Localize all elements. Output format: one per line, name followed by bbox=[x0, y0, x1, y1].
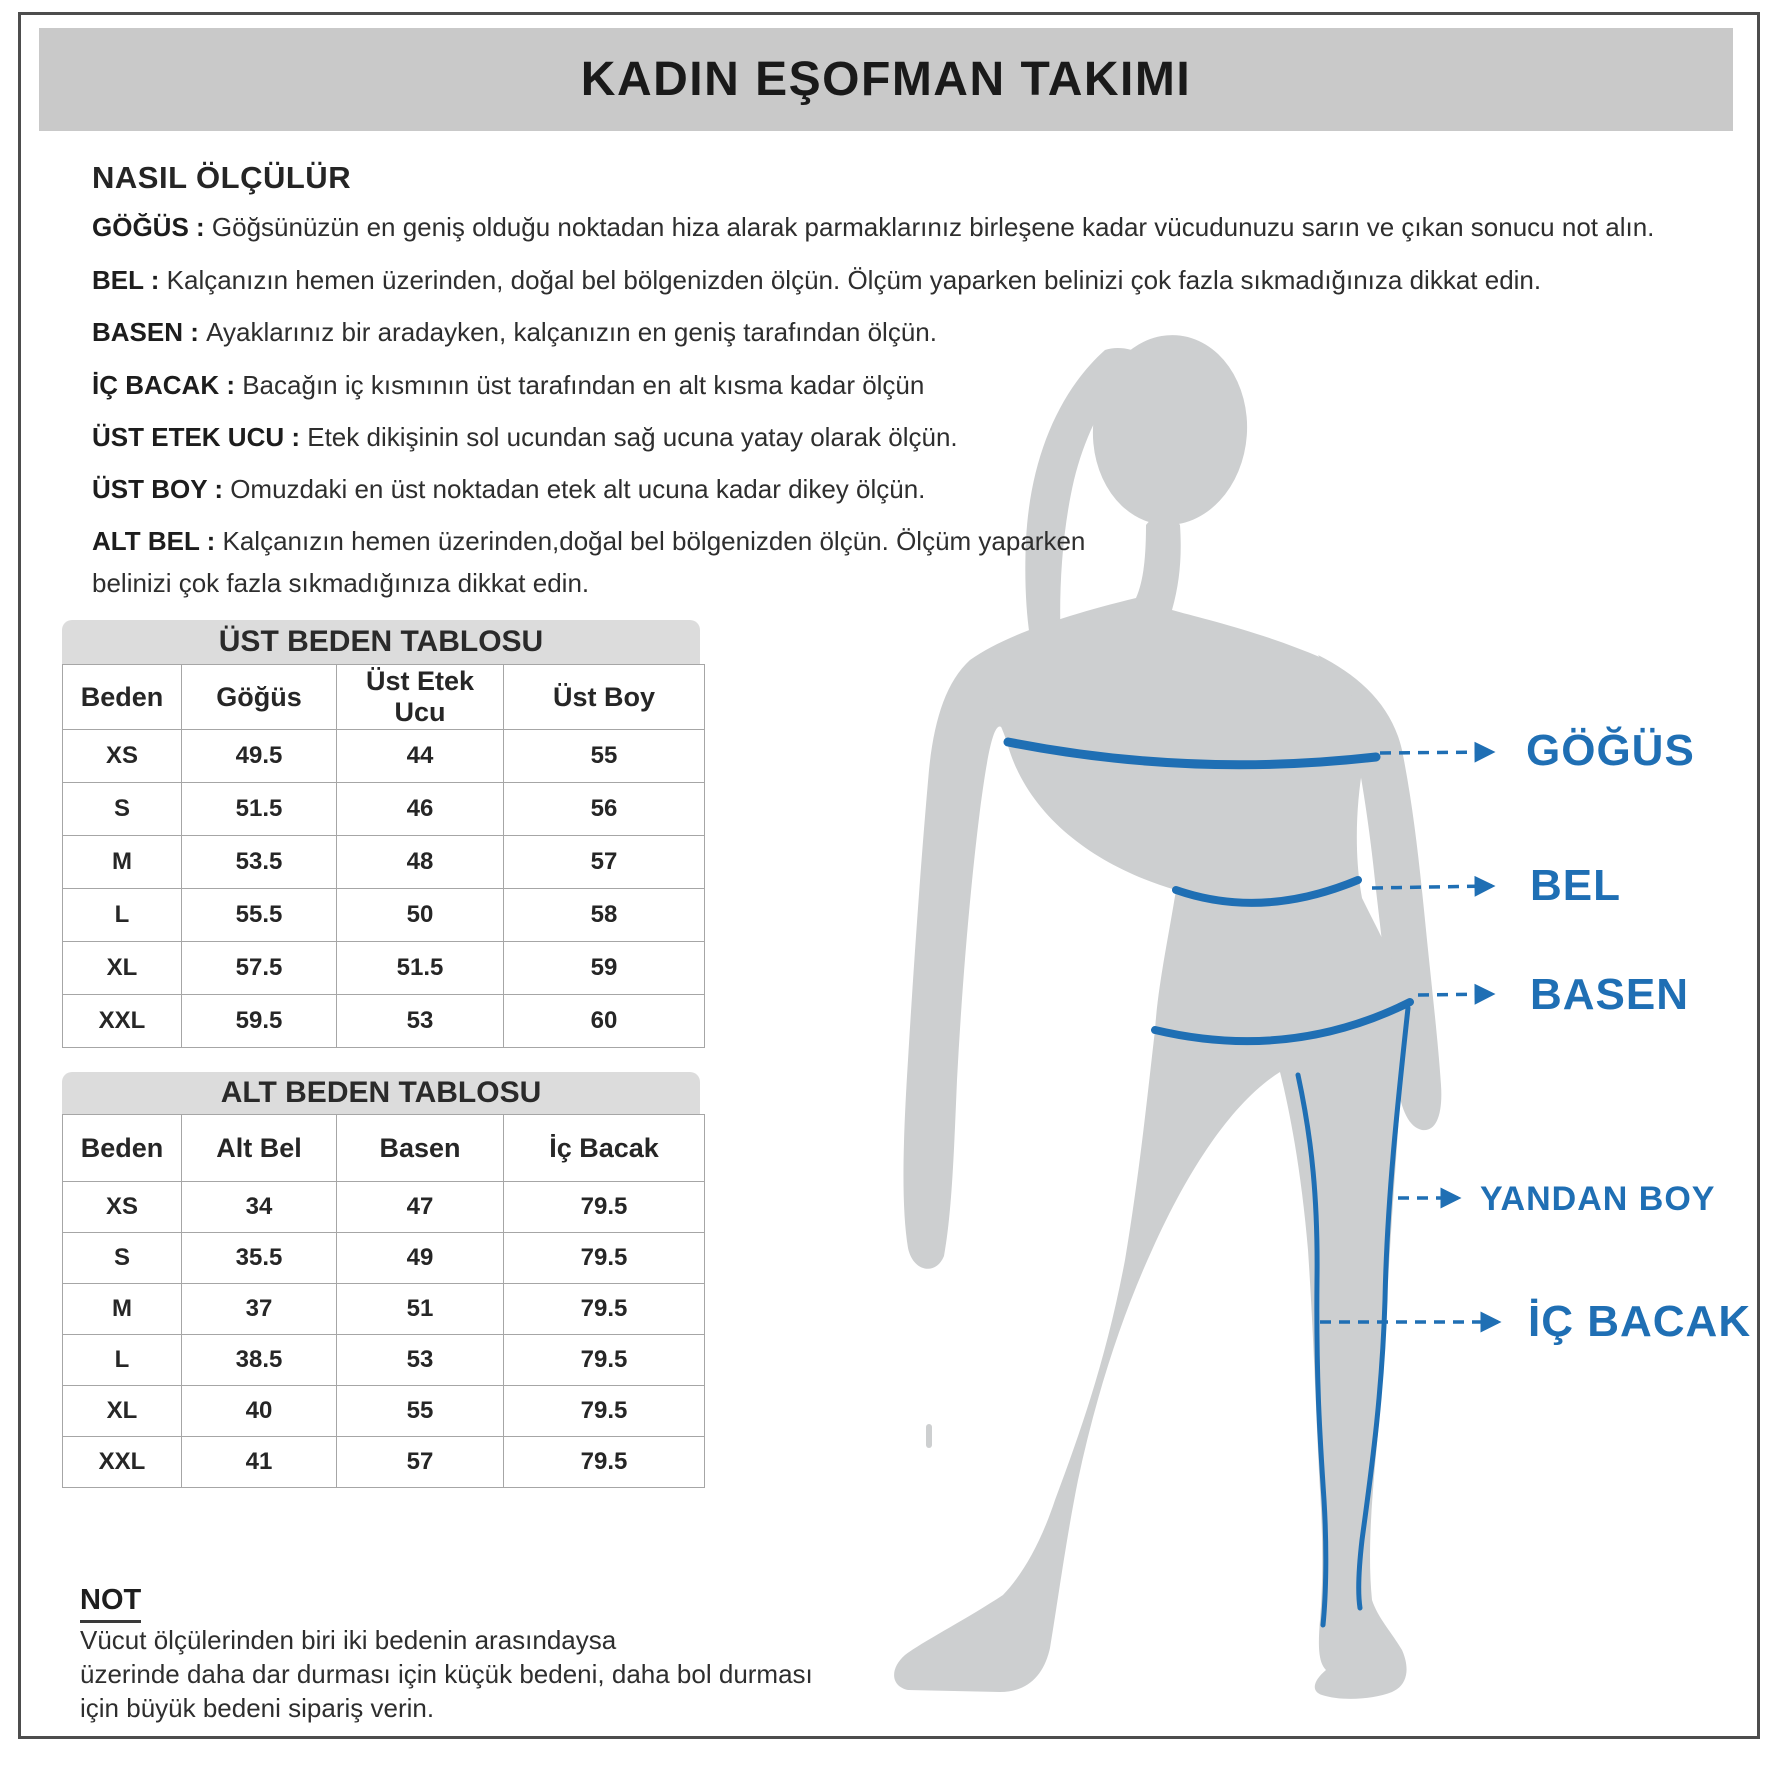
table-cell: 51.5 bbox=[182, 783, 337, 836]
table-cell: 53 bbox=[337, 995, 504, 1048]
column-header: İç Bacak bbox=[504, 1115, 705, 1182]
lower-size-table bbox=[62, 1072, 700, 1488]
upper-size-table bbox=[62, 620, 700, 1048]
table-cell: 57 bbox=[504, 836, 705, 889]
table-cell: L bbox=[63, 889, 182, 942]
table-row bbox=[63, 836, 705, 889]
table-cell: 55.5 bbox=[182, 889, 337, 942]
table-cell: 51 bbox=[337, 1284, 504, 1335]
table-cell: 35.5 bbox=[182, 1233, 337, 1284]
table-cell: 37 bbox=[182, 1284, 337, 1335]
chest-label: GÖĞÜS bbox=[1526, 726, 1695, 775]
table-cell: 56 bbox=[504, 783, 705, 836]
table-row bbox=[63, 1284, 705, 1335]
column-header: Beden bbox=[63, 665, 182, 730]
note-heading: NOT bbox=[80, 1584, 141, 1623]
page-title: KADIN EŞOFMAN TAKIMI bbox=[580, 53, 1192, 106]
measure-definition: BEL : Kalçanızın hemen üzerinden, doğal bel bölgenizden ölçün. Ölçüm yaparken belinizi çok fazla sıkmadığınıza dikkat edin. bbox=[92, 265, 1542, 295]
table-cell: 47 bbox=[337, 1182, 504, 1233]
waist-label: BEL bbox=[1530, 861, 1621, 910]
table-cell: S bbox=[63, 783, 182, 836]
table-cell: 49.5 bbox=[182, 730, 337, 783]
measure-definition: İÇ BACAK : Bacağın iç kısmının üst tarafından en alt kısma kadar ölçün bbox=[92, 370, 925, 400]
table-row bbox=[63, 942, 705, 995]
table-cell: 79.5 bbox=[504, 1182, 705, 1233]
table-cell: 60 bbox=[504, 995, 705, 1048]
column-header: Üst Etek Ucu bbox=[337, 665, 504, 730]
table-cell: 59.5 bbox=[182, 995, 337, 1048]
table-cell: 55 bbox=[504, 730, 705, 783]
table-cell: 50 bbox=[337, 889, 504, 942]
measure-definition: belinizi çok fazla sıkmadığınıza dikkat edin. bbox=[92, 568, 590, 598]
table-cell: 49 bbox=[337, 1233, 504, 1284]
side-length-label: YANDAN BOY bbox=[1480, 1180, 1716, 1218]
lower-table-grid bbox=[62, 1114, 705, 1488]
table-cell: XXL bbox=[63, 1437, 182, 1488]
upper-table-grid bbox=[62, 664, 705, 1048]
table-cell: 57.5 bbox=[182, 942, 337, 995]
table-row bbox=[63, 1233, 705, 1284]
table-cell: 40 bbox=[182, 1386, 337, 1437]
measure-definition: ÜST ETEK UCU : Etek dikişinin sol ucundan sağ ucuna yatay olarak ölçün. bbox=[92, 422, 958, 452]
table-cell: 48 bbox=[337, 836, 504, 889]
table-cell: 58 bbox=[504, 889, 705, 942]
table-row bbox=[63, 1182, 705, 1233]
hips-label: BASEN bbox=[1530, 970, 1690, 1019]
column-header: Göğüs bbox=[182, 665, 337, 730]
table-row bbox=[63, 783, 705, 836]
measure-definition: ALT BEL : Kalçanızın hemen üzerinden,doğal bel bölgenizden ölçün. Ölçüm yaparken bbox=[92, 526, 1086, 556]
how-to-measure-heading: NASIL ÖLÇÜLÜR bbox=[92, 160, 352, 195]
table-row bbox=[63, 1386, 705, 1437]
note-line: Vücut ölçülerinden biri iki bedenin arasındaysa bbox=[80, 1625, 617, 1655]
table-cell: 44 bbox=[337, 730, 504, 783]
table-cell: 79.5 bbox=[504, 1437, 705, 1488]
column-header: Basen bbox=[337, 1115, 504, 1182]
table-cell: 55 bbox=[337, 1386, 504, 1437]
table-cell: 38.5 bbox=[182, 1335, 337, 1386]
table-cell: 59 bbox=[504, 942, 705, 995]
note-line: için büyük bedeni sipariş verin. bbox=[80, 1693, 435, 1723]
table-cell: M bbox=[63, 836, 182, 889]
upper-table-title: ÜST BEDEN TABLOSU bbox=[62, 620, 700, 664]
table-cell: 79.5 bbox=[504, 1284, 705, 1335]
table-cell: XXL bbox=[63, 995, 182, 1048]
measure-definition: BASEN : Ayaklarınız bir aradayken, kalçanızın en geniş tarafından ölçün. bbox=[92, 317, 937, 347]
lower-table-title: ALT BEDEN TABLOSU bbox=[62, 1072, 700, 1114]
title-bar bbox=[39, 28, 1733, 131]
inseam-label: İÇ BACAK bbox=[1528, 1297, 1752, 1346]
table-cell: L bbox=[63, 1335, 182, 1386]
table-cell: 53.5 bbox=[182, 836, 337, 889]
table-cell: 79.5 bbox=[504, 1233, 705, 1284]
table-cell: 57 bbox=[337, 1437, 504, 1488]
table-cell: 41 bbox=[182, 1437, 337, 1488]
table-cell: 79.5 bbox=[504, 1335, 705, 1386]
table-cell: 53 bbox=[337, 1335, 504, 1386]
measure-definition: ÜST BOY : Omuzdaki en üst noktadan etek alt ucuna kadar dikey ölçün. bbox=[92, 474, 926, 504]
table-cell: 51.5 bbox=[337, 942, 504, 995]
table-cell: XS bbox=[63, 1182, 182, 1233]
table-cell: 46 bbox=[337, 783, 504, 836]
column-header: Beden bbox=[63, 1115, 182, 1182]
table-cell: M bbox=[63, 1284, 182, 1335]
table-cell: XL bbox=[63, 1386, 182, 1437]
table-cell: XL bbox=[63, 942, 182, 995]
table-row bbox=[63, 995, 705, 1048]
table-row bbox=[63, 730, 705, 783]
column-header: Üst Boy bbox=[504, 665, 705, 730]
table-row bbox=[63, 1335, 705, 1386]
table-cell: S bbox=[63, 1233, 182, 1284]
table-row bbox=[63, 889, 705, 942]
column-header: Alt Bel bbox=[182, 1115, 337, 1182]
note-line: üzerinde daha dar durması için küçük bedeni, daha bol durması bbox=[80, 1659, 813, 1689]
table-cell: 79.5 bbox=[504, 1386, 705, 1437]
table-cell: 34 bbox=[182, 1182, 337, 1233]
measure-definition: GÖĞÜS : Göğsünüzün en geniş olduğu noktadan hiza alarak parmaklarınız birleşene kadar vücudunuzu sarın ve çıkan sonucu not alın. bbox=[92, 212, 1655, 242]
table-row bbox=[63, 1437, 705, 1488]
table-cell: XS bbox=[63, 730, 182, 783]
